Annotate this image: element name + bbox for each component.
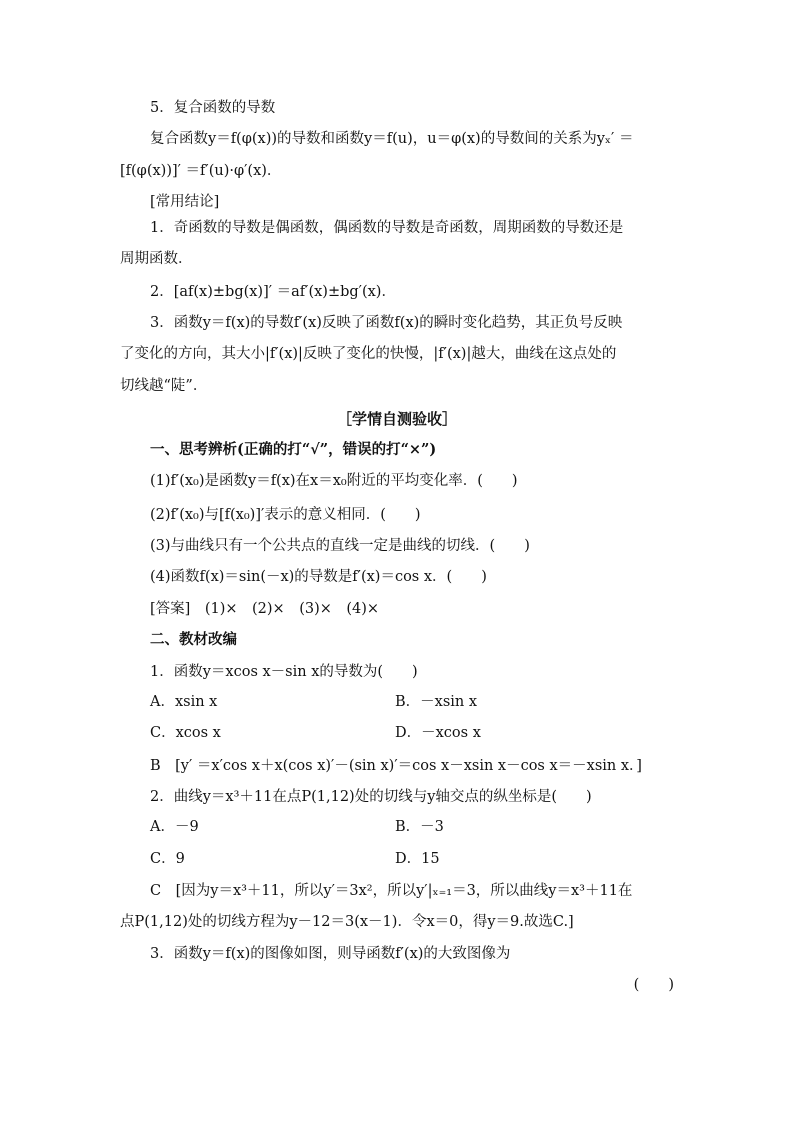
- section-heading: ［学情自测验收］: [336, 410, 457, 428]
- conclusion-3: 3．函数y＝f(x)的导数f′(x)反映了函数f(x)的瞬时变化趋势，其正负号反映: [150, 315, 623, 331]
- option-a: A．－9: [150, 819, 199, 835]
- option-d: D．15: [395, 851, 440, 867]
- answer-blank: ( ): [633, 977, 674, 993]
- section-title: 5．复合函数的导数: [150, 100, 276, 116]
- question: 2．曲线y＝x³＋11在点P(1,12)处的切线与y轴交点的纵坐标是( ): [150, 789, 592, 805]
- option-a: A．xsin x: [150, 694, 218, 710]
- conclusion-1: 1．奇函数的导数是偶函数，偶函数的导数是奇函数，周期函数的导数还是: [150, 220, 624, 236]
- option-c: C．9: [150, 851, 185, 867]
- question: 1．函数y＝xcos x－sin x的导数为( ): [150, 664, 418, 680]
- solution: B [y′ ＝x′cos x＋x(cos x)′－(sin x)′＝cos x－xsin x－cos x＝－xsin x．]: [150, 758, 642, 774]
- part-title: 二、教材改编: [150, 631, 237, 648]
- paragraph: [f(φ(x))]′ ＝f′(u)·φ′(x)．: [120, 163, 282, 179]
- solution: C [因为y＝x³＋11，所以y′＝3x²，所以y′|ₓ₌₁＝3，所以曲线y＝x³＋11在: [150, 883, 633, 899]
- conclusion-1-cont: 周期函数．: [120, 251, 193, 267]
- option-d: D．－xcos x: [395, 725, 481, 741]
- part-title: 一、思考辨析(正确的打“√”，错误的打“×”): [150, 441, 437, 458]
- question: (3)与曲线只有一个公共点的直线一定是曲线的切线．( ): [150, 538, 530, 554]
- question: 3．函数y＝f(x)的图像如图，则导函数f′(x)的大致图像为: [150, 946, 511, 962]
- option-b: B．－3: [395, 819, 444, 835]
- conclusions-header: [常用结论]: [150, 194, 220, 210]
- conclusion-3-cont: 了变化的方向，其大小|f′(x)|反映了变化的快慢，|f′(x)|越大，曲线在这点处的: [120, 346, 617, 362]
- question: (2)f′(x₀)与[f(x₀)]′表示的意义相同．( ): [150, 507, 421, 523]
- question: (1)f′(x₀)是函数y＝f(x)在x＝x₀附近的平均变化率．( ): [150, 473, 518, 489]
- option-c: C．xcos x: [150, 725, 221, 741]
- conclusion-3-cont: 切线越“陡”．: [120, 378, 208, 394]
- paragraph: 复合函数y＝f(φ(x))的导数和函数y＝f(u)，u＝φ(x)的导数间的关系为yₓ′ ＝: [150, 131, 634, 147]
- conclusion-2: 2．[af(x)±bg(x)]′ ＝af′(x)±bg′(x)．: [150, 284, 396, 300]
- solution-cont: 点P(1,12)处的切线方程为y－12＝3(x－1)．令x＝0，得y＝9.故选C.]: [120, 914, 574, 930]
- answer: [答案] (1)× (2)× (3)× (4)×: [150, 601, 380, 617]
- question: (4)函数f(x)＝sin(－x)的导数是f′(x)＝cos x．( ): [150, 569, 487, 585]
- option-b: B．－xsin x: [395, 694, 478, 710]
